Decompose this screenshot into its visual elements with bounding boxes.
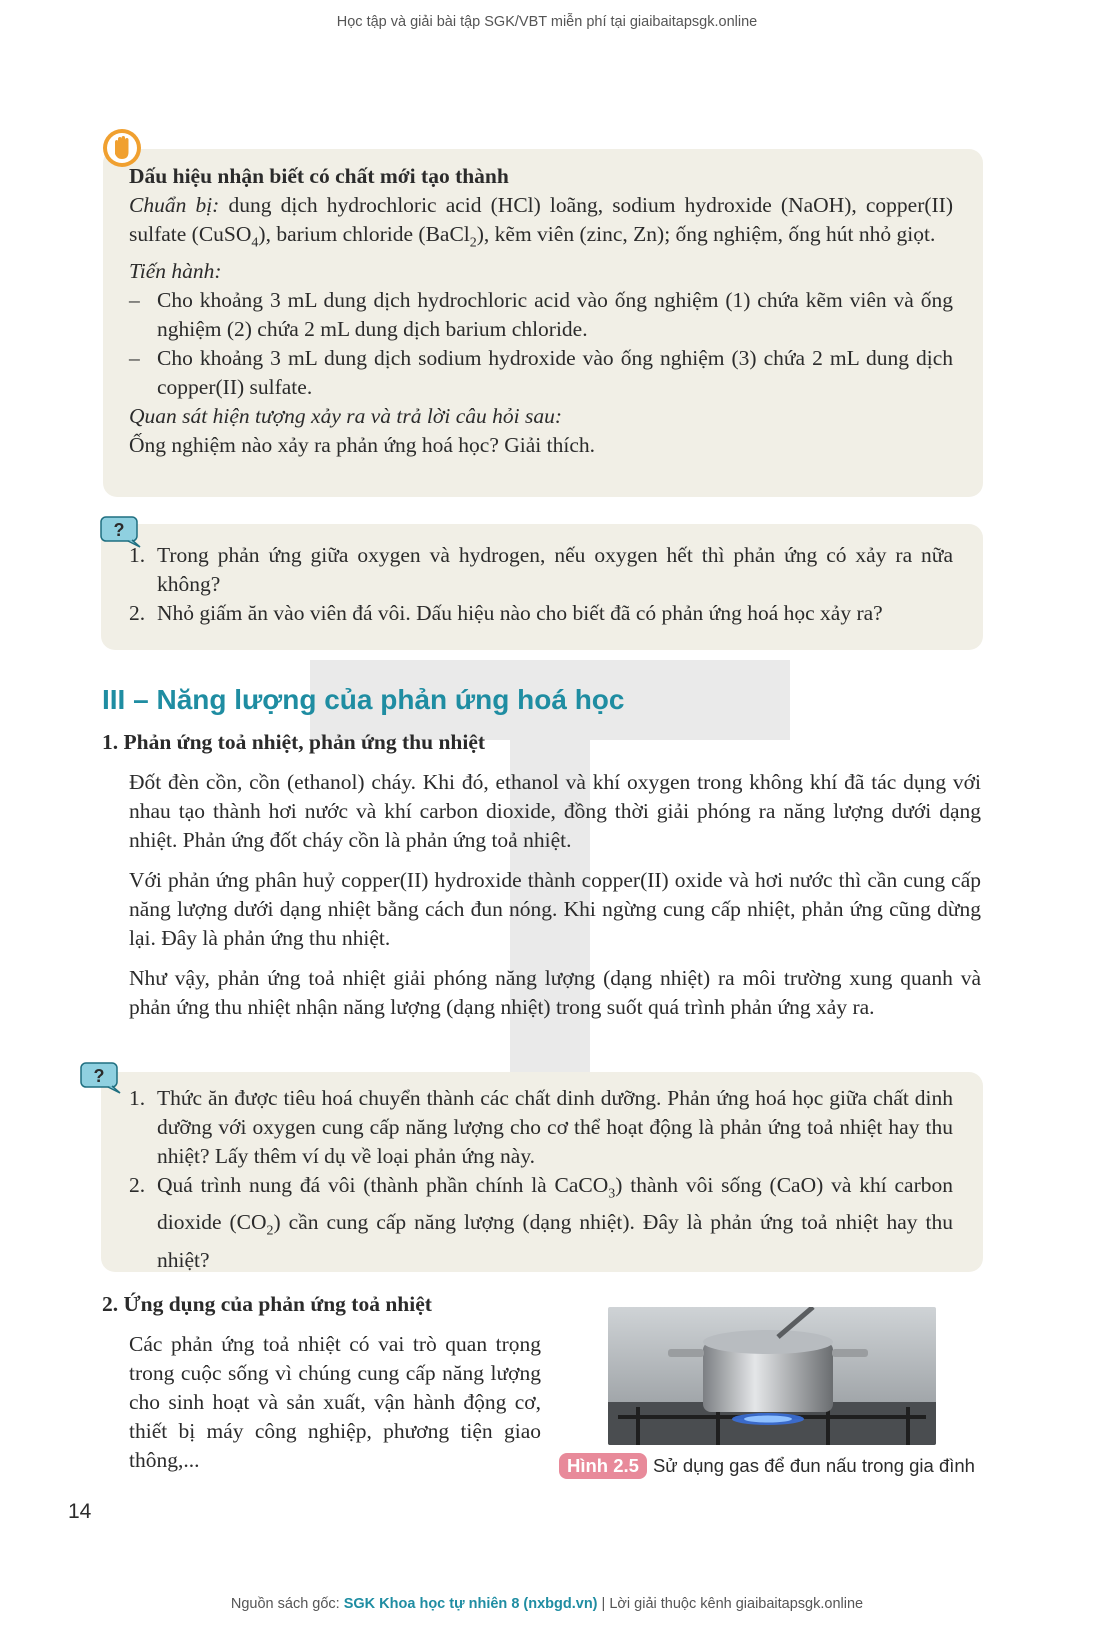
paragraph: Với phản ứng phân huỷ copper(II) hydroxide thành copper(II) oxide và hơi nước thì cần cung cấp năng lượng dưới dạng nhiệt bằng cách đun nóng. Khi ngừng cung cấp nhiệt, phản ứng cũng dừng lại. Đây là phản ứng thu nhiệt.: [129, 868, 981, 950]
page-header: Học tập và giải bài tập SGK/VBT miễn phí tại giaibaitapsgk.online: [336, 14, 758, 30]
activity-observe: Quan sát hiện tượng xảy ra và trả lời câu hỏi sau:: [129, 404, 562, 429]
paragraph: Các phản ứng toả nhiệt có vai trò quan trọng trong cuộc sống vì chúng cung cấp năng lượng cho sinh hoạt và sản xuất, vận hành động cơ, thiết bị máy công nghiệp, phương tiện giao thông,...: [129, 1332, 541, 1472]
activity-question: Ống nghiệm nào xảy ra phản ứng hoá học? Giải thích.: [129, 433, 596, 458]
source-link[interactable]: SGK Khoa học tự nhiên 8 (nxbgd.vn): [343, 1596, 598, 1612]
activity-steps: [129, 286, 953, 402]
section-title: III – Năng lượng của phản ứng hoá học: [102, 684, 625, 715]
activity-content: [129, 162, 953, 460]
list-item: 1. Trong phản ứng giữa oxygen và hydrogen, nếu oxygen hết thì phản ứng có xảy ra nữa không?: [129, 543, 953, 596]
list-item: – Cho khoảng 3 mL dung dịch hydrochloric acid vào ống nghiệm (1) chứa kẽm viên và ống nghiệm (2) chứa 2 mL dung dịch barium chloride.: [129, 288, 953, 342]
list-item: 1. Thức ăn được tiêu hoá chuyển thành các chất dinh dưỡng. Phản ứng hoá học giữa chất dinh dưỡng với oxygen cung cấp năng lượng cho cơ thể hoạt động là phản ứng toả nhiệt hay thu nhiệt? Lấy thêm ví dụ về loại phản ứng này.: [129, 1086, 953, 1168]
activity-steps-label: Tiến hành:: [129, 259, 222, 284]
subsection-title-2: 2. Ứng dụng của phản ứng toả nhiệt: [102, 1292, 432, 1316]
subsection-title-1: 1. Phản ứng toả nhiệt, phản ứng thu nhiệt: [102, 730, 486, 754]
figure-caption: Hình 2.5 Sử dụng gas để đun nấu trong gia đình: [559, 1453, 975, 1479]
page-number: 14: [68, 1500, 92, 1523]
paragraph: Đốt đèn cồn, cồn (ethanol) cháy. Khi đó, ethanol và khí oxygen trong không khí đã tác dụng với nhau tạo thành hơi nước và khí carbon dioxide, đồng thời giải phóng ra năng lượng dưới dạng nhiệt. Phản ứng đốt cháy cồn là phản ứng toả nhiệt.: [129, 770, 981, 852]
activity-prep: Chuẩn bị: dung dịch hydrochloric acid (HCl) loãng, sodium hydroxide (NaOH), copper(II) sulfate (CuSO$_4$), barium chloride (BaCl$_2$), kẽm viên (zinc, Zn); ống nghiệm, ống hút nhỏ giọt.: [129, 193, 953, 251]
gas-stove-photo: [608, 1307, 936, 1445]
list-item: 2. Nhỏ giấm ăn vào viên đá vôi. Dấu hiệu nào cho biết đã có phản ứng hoá học xảy ra?: [129, 601, 883, 625]
list-item: 2. Quá trình nung đá vôi (thành phần chính là CaCO$_3$) thành vôi sống (CaO) và khí carbon dioxide $(CO_2)$ cần cung cấp năng lượng (dạng nhiệt). Đây là phản ứng toả nhiệt hay thu nhiệt?: [129, 1173, 953, 1272]
question-bubble-icon: [80, 1062, 124, 1094]
activity-title: Dấu hiệu nhận biết có chất mới tạo thành: [129, 164, 509, 188]
list-item: – Cho khoảng 3 mL dung dịch sodium hydroxide vào ống nghiệm (3) chứa 2 mL dung dịch copper(II) sulfate.: [129, 346, 953, 400]
figure-badge: Hình 2.5: [559, 1453, 647, 1479]
questions-1-content: [129, 541, 953, 628]
questions-2-content: [129, 1084, 953, 1275]
paragraph: Như vậy, phản ứng toả nhiệt giải phóng năng lượng (dạng nhiệt) ra môi trường xung quanh và phản ứng thu nhiệt nhận năng lượng (dạng nhiệt) trong suốt quá trình phản ứng xảy ra.: [129, 966, 981, 1019]
svg-text:?: ?: [113, 520, 125, 540]
svg-text:?: ?: [93, 1066, 105, 1086]
page-footer: Nguồn sách gốc: SGK Khoa học tự nhiên 8 (nxbgd.vn) | Lời giải thuộc kênh giaibaitapsgk.online: [230, 1596, 864, 1612]
